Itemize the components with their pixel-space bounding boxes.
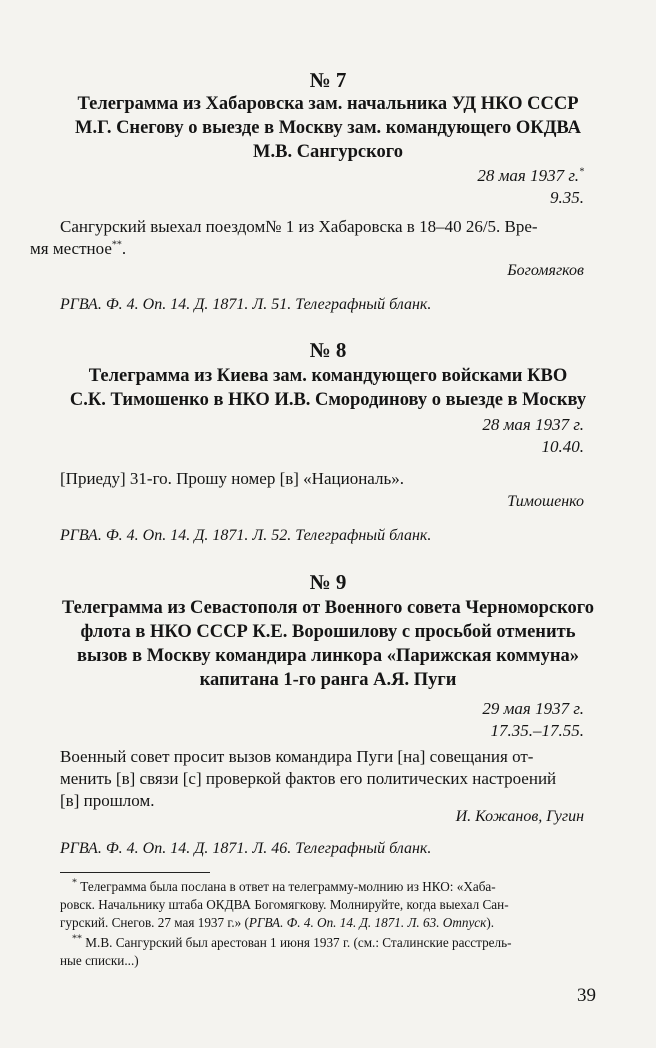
doc8-dateline <box>482 414 584 458</box>
doc8-signature: Тимошенко <box>507 493 584 510</box>
page-number: 39 <box>577 985 596 1006</box>
doc7-body-footnote-mark: ** <box>111 239 122 251</box>
doc8-title-line: С.К. Тимошенко в НКО И.В. Смородинову о выезде в Москву <box>69 390 587 410</box>
doc7-body: Сангурский выехал поездом№ 1 из Хабаровска в 18–40 26/5. Вре- мя местное**. <box>60 216 596 260</box>
doc9-title <box>40 596 616 692</box>
doc8-time: 10.40. <box>541 437 584 456</box>
footnote-1-mark: * <box>72 877 77 889</box>
doc7-body-line: мя местное <box>30 239 112 258</box>
doc7-title <box>40 92 616 164</box>
footnote-1-line: гурский. Снегов. 27 мая 1937 г.» ( <box>60 915 249 930</box>
doc9-body-line: [в] прошлом. <box>60 791 155 810</box>
doc8-number: № 8 <box>309 338 347 362</box>
footnote-1 <box>60 878 600 932</box>
doc9-title-line: капитана 1-го ранга А.Я. Пуги <box>199 670 457 690</box>
doc9-body-line: Военный совет просит вызов командира Пуги [на] совещания от- <box>60 747 534 766</box>
doc7-signature: Богомягков <box>507 262 584 279</box>
footnote-2-line: ные списки...) <box>60 953 139 968</box>
doc8-body: [Приеду] 31-го. Прошу номер [в] «Националь». <box>60 469 404 488</box>
doc7-date-footnote-mark: * <box>579 166 584 178</box>
doc9-dateline <box>482 698 584 742</box>
doc9-body-line: менить [в] связи [с] проверкой фактов его политических настроений <box>60 769 557 788</box>
footnote-1-line-end: ). <box>486 915 495 930</box>
footnote-1-archive-ref: РГВА. Ф. 4. Оп. 14. Д. 1871. Л. 63. Отпуск <box>248 915 487 930</box>
doc8-title <box>40 364 616 412</box>
doc9-time: 17.35.–17.55. <box>490 721 584 740</box>
doc8-date: 28 мая 1937 г. <box>482 415 584 434</box>
doc7-dateline <box>477 165 584 209</box>
doc7-number: № 7 <box>309 68 347 92</box>
doc9-title-line: Телеграмма из Севастополя от Военного совета Черноморского <box>62 598 594 618</box>
doc9-date: 29 мая 1937 г. <box>482 699 584 718</box>
doc7-body-line: Сангурский выехал поездом№ 1 из Хабаровска в 18–40 26/5. Вре- <box>60 217 538 236</box>
footnote-1-line: ровск. Начальнику штаба ОКДВА Богомягкову. Молнируйте, когда выехал Сан- <box>60 897 509 912</box>
doc7-time: 9.35. <box>550 188 584 207</box>
doc9-signature: И. Кожанов, Гугин <box>455 808 584 825</box>
doc7-source: РГВА. Ф. 4. Оп. 14. Д. 1871. Л. 51. Телеграфный бланк. <box>60 296 432 313</box>
doc8-source: РГВА. Ф. 4. Оп. 14. Д. 1871. Л. 52. Телеграфный бланк. <box>60 527 432 544</box>
doc9-title-line: флота в НКО СССР К.Е. Ворошилову с просьбой отменить <box>80 622 576 642</box>
footnote-2-line: М.В. Сангурский был арестован 1 июня 1937 г. (см.: Сталинские расстрель- <box>85 935 512 950</box>
doc9-number: № 9 <box>309 570 347 594</box>
doc7-title-line: М.Г. Снегову о выезде в Москву зам. командующего ОКДВА <box>75 118 581 138</box>
doc9-body <box>60 746 596 812</box>
footnote-1-line: Телеграмма была послана в ответ на телеграмму-молнию из НКО: «Хаба- <box>80 879 496 894</box>
doc7-title-line: М.В. Сангурского <box>253 142 403 162</box>
doc7-date: 28 мая 1937 г. <box>477 166 579 185</box>
footnote-2-mark: ** <box>72 933 82 945</box>
doc7-title-line: Телеграмма из Хабаровска зам. начальника УД НКО СССР <box>77 94 579 114</box>
doc8-title-line: Телеграмма из Киева зам. командующего войсками КВО <box>88 366 568 386</box>
footnote-2 <box>60 934 600 970</box>
doc9-source: РГВА. Ф. 4. Оп. 14. Д. 1871. Л. 46. Телеграфный бланк. <box>60 840 432 857</box>
doc9-title-line: вызов в Москву командира линкора «Парижская коммуна» <box>76 646 580 666</box>
footnote-divider <box>60 872 210 873</box>
